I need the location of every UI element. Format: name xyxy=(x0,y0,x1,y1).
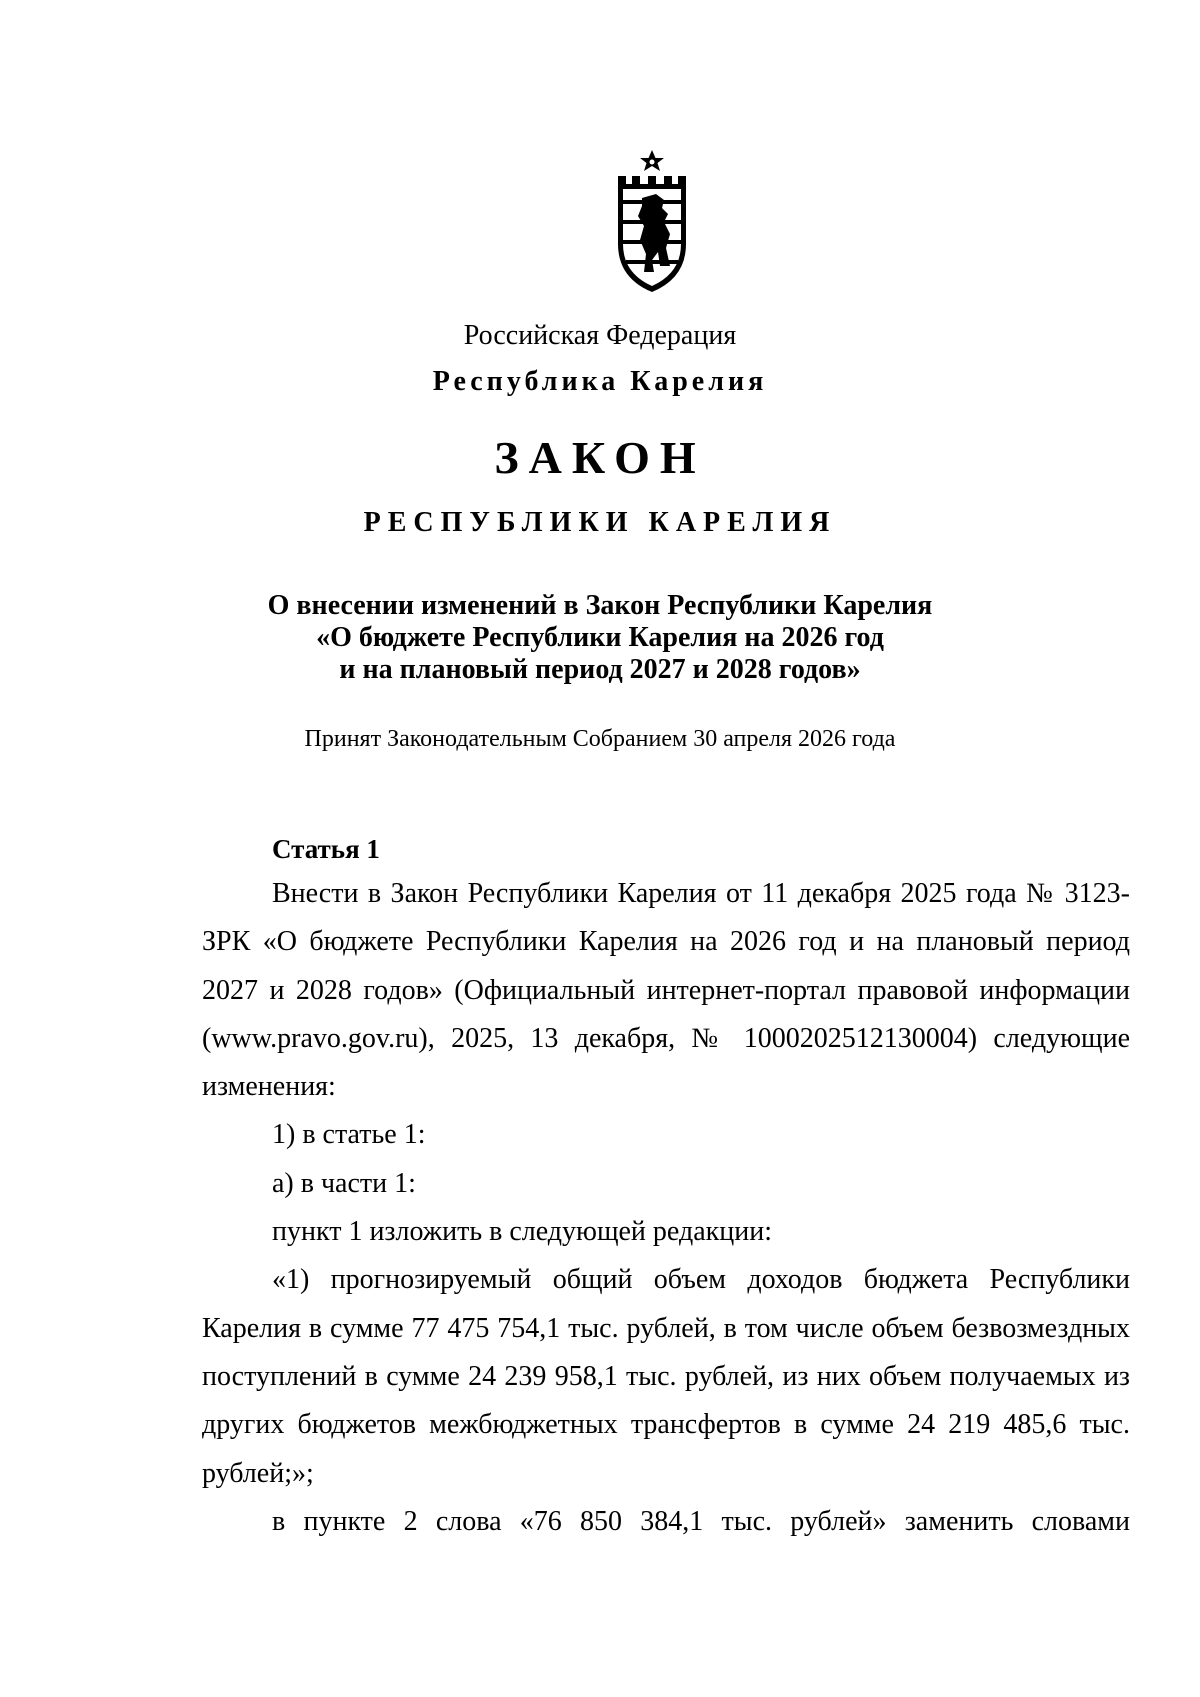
law-name-line: О внесении изменений в Закон Республики Карелия xyxy=(267,590,933,621)
document-title: ЗАКОН xyxy=(494,432,706,483)
article-body xyxy=(202,870,1130,1546)
paragraph: в пункте 2 слова «76 850 384,1 тыс. рублей» заменить словами xyxy=(272,1505,1130,1537)
paragraph: Внести в Закон Республики Карелия от 11 декабря 2025 года № 3123-ЗРК «О бюджете Республики Карелия на 2026 год и на плановый период 2027 и 2028 годов» (Официальный интернет-портал правовой информации (www.pravo.gov.ru), 2025, 13 декабря, № 1000202512130004) следующие изменения: xyxy=(202,878,1130,1103)
adoption-note: Принят Законодательным Собранием 30 апреля 2026 года xyxy=(304,726,896,752)
country-name: Российская Федерация xyxy=(463,320,737,351)
republic-name: Республика Карелия xyxy=(432,366,768,397)
paragraph: 1) в статье 1: xyxy=(272,1119,426,1151)
law-name-line: «О бюджете Республики Карелия на 2026 год xyxy=(316,622,884,653)
paragraph: а) в части 1: xyxy=(272,1167,416,1199)
karelia-coat-of-arms-icon xyxy=(612,148,692,296)
law-name-line: и на плановый период 2027 и 2028 годов» xyxy=(339,654,861,685)
article-heading: Статья 1 xyxy=(272,834,380,864)
paragraph: пункт 1 изложить в следующей редакции: xyxy=(272,1216,772,1248)
document-subtitle: РЕСПУБЛИКИ КАРЕЛИЯ xyxy=(363,507,837,538)
law-name xyxy=(0,590,1200,686)
paragraph: «1) прогнозируемый общий объем доходов бюджета Республики Карелия в сумме 77 475 754,1 тыс. рублей, в том числе объем безвозмездных поступлений в сумме 24 239 958,1 тыс. рублей, из них объем получаемых из других бюджетов межбюджетных трансфертов в сумме 24 219 485,6 тыс. рублей;»; xyxy=(202,1264,1130,1489)
